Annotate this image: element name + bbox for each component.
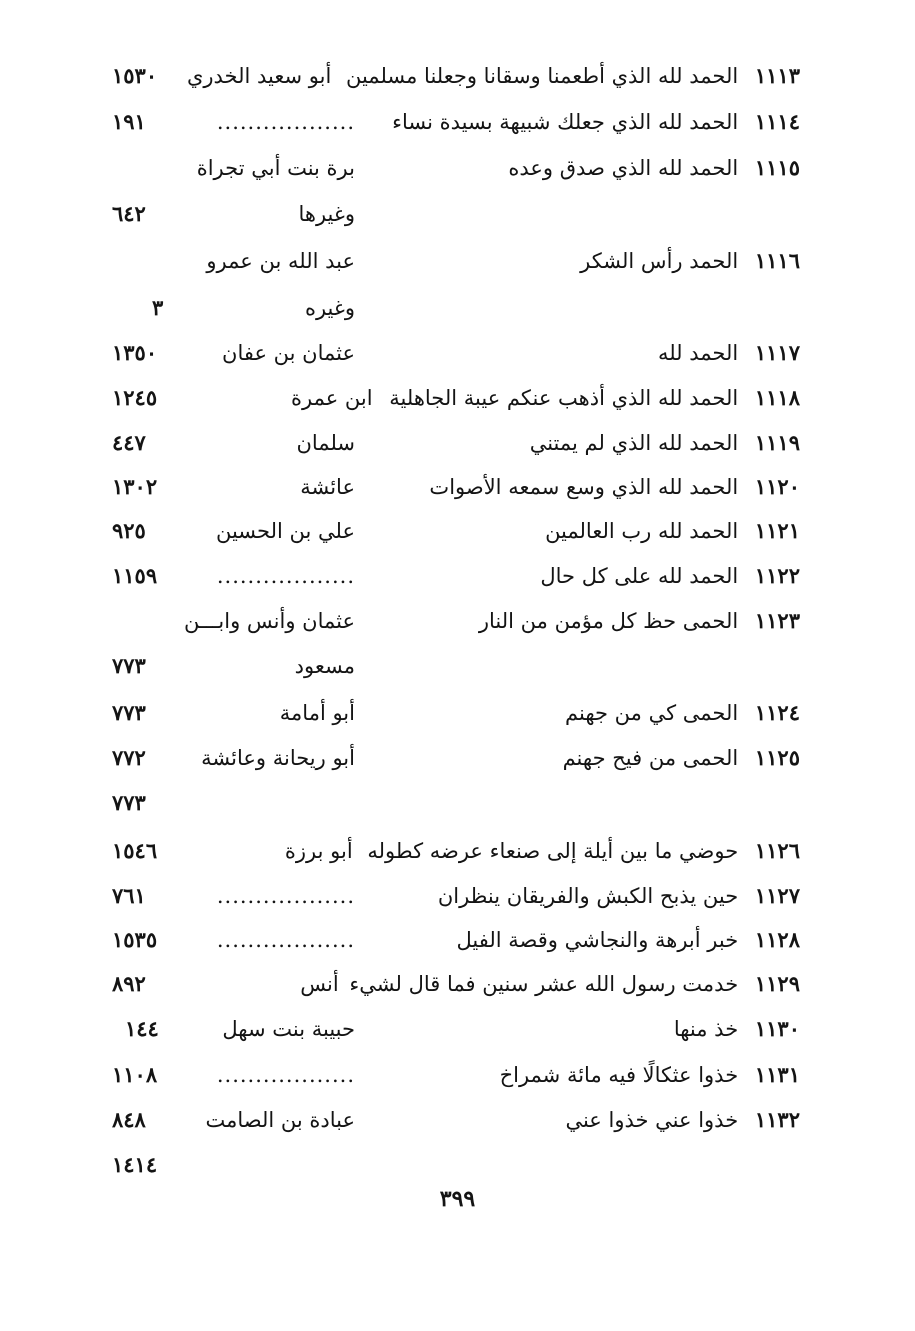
entry-page-ref [112,601,182,641]
entry-narrator: وغيرها [298,202,355,226]
entry-narrator: عبادة بن الصامت [205,1108,355,1132]
entry-dots: .................. [216,1063,355,1087]
entry-page-ref [112,241,182,281]
entry-id: ١١١٤ [754,109,800,134]
entry-text: خذوا عني خذوا عني [565,1108,739,1132]
entry-id: ١١٢٧ [754,883,800,908]
entry-narrator: علي بن الحسين [215,519,355,543]
entry-id: ١١٢٠ [754,474,800,499]
index-entry [0,693,915,733]
entry-narrator: سلمان [296,431,355,455]
entry-page-ref: ١٢٤٥ [112,385,158,410]
entry-narrator: عثمان بن عفان [222,341,355,365]
entry-text: الحمى حظ كل مؤمن من النار [478,609,739,633]
entry-text: الحمد لله الذي أذهب عنكم عيبة الجاهلية [389,386,739,410]
index-entry [0,467,915,507]
entry-narrator: أبو ريحانة وعائشة [201,746,355,770]
entry-page-ref: ٩٢٥ [112,518,146,543]
entry-page-ref: ١٣٥٠ [112,340,158,365]
index-entry [0,423,915,463]
index-entry [0,601,915,641]
entry-page-ref: ١٩١ [112,109,146,134]
entry-text: الحمد لله الذي لم يمتني [529,431,739,455]
entry-id: ١١٢٤ [754,700,800,725]
entry-text: خدمت رسول الله عشر سنين فما قال لشيء [349,972,739,996]
index-entry [0,964,915,1004]
entry-page-ref: ٤٤٧ [112,430,146,455]
entry-text: الحمد لله الذي جعلك شبيهة بسيدة نساء [392,110,739,134]
entry-id: ١١١٩ [754,430,800,455]
index-entry-continuation [0,646,915,686]
entry-id: ١١٢٩ [754,971,800,996]
entry-narrator: عبد الله بن عمرو [206,249,355,273]
entry-id: ١١٢٢ [754,563,800,588]
entry-page-ref: ٣ [152,295,164,320]
entry-page-ref: ١١٠٨ [112,1062,158,1087]
entry-narrator: برة بنت أبي تجراة [196,156,355,180]
entry-dots: .................. [216,564,355,588]
entry-text: حين يذبح الكبش والفريقان ينظران [437,884,739,908]
entry-page-ref: ٧٧٣ [112,700,146,725]
entry-narrator: أبو برزة [284,839,353,863]
index-entry-continuation [0,783,915,823]
entry-narrator: أبو سعيد الخدري [186,64,332,88]
entry-narrator: مسعود [294,654,355,678]
entry-id: ١١١٥ [754,155,800,180]
page-number: ٣٩٩ [439,1186,476,1212]
entry-id: ١١١٣ [754,63,800,88]
entry-page-ref: ٦٤٢ [112,201,146,226]
index-entry [0,1055,915,1095]
entry-text: الحمد لله الذي أطعمنا وسقانا وجعلنا مسلمين [345,64,739,88]
index-entry [0,556,915,596]
entry-page-ref: ١٥٤٦ [112,838,158,863]
index-entry [0,1100,915,1140]
entry-page-ref: ١٤١٤ [112,1152,158,1177]
entry-page-ref: ٧٧٣ [112,790,146,815]
entry-text: خذوا عثكالًا فيه مائة شمراخ [499,1063,739,1087]
entry-id: ١١١٧ [754,340,800,365]
entry-id: ١١٣٢ [754,1107,800,1132]
entry-page-ref: ٨٩٢ [112,971,146,996]
entry-text: الحمى من فيح جهنم [562,746,739,770]
entry-page-ref: ٧٧٢ [112,745,146,770]
entry-id: ١١٢١ [754,518,800,543]
index-entry [0,56,915,96]
entry-id: ١١٣١ [754,1062,800,1087]
index-entry [0,241,915,281]
entry-page-ref: ١٥٣٠ [112,63,158,88]
entry-dots: .................. [216,884,355,908]
entry-id: ١١١٦ [754,248,800,273]
entry-text: حوضي ما بين أيلة إلى صنعاء عرضه كطوله [367,839,739,863]
index-entry [0,920,915,960]
entry-text: الحمى كي من جهنم [565,701,739,725]
entry-page-ref: ٨٤٨ [112,1107,146,1132]
entry-id: ١١١٨ [754,385,800,410]
entry-text: الحمد لله على كل حال [540,564,739,588]
entry-page-ref [112,148,182,188]
index-entry-continuation [0,194,915,234]
entry-narrator: ابن عمرة [290,386,373,410]
entry-text: خذ منها [673,1017,739,1041]
index-entry [0,148,915,188]
index-entry [0,831,915,871]
entry-page-ref: ١١٥٩ [112,563,158,588]
index-entry [0,1009,915,1049]
index-entry [0,102,915,142]
index-entry [0,333,915,373]
index-entry [0,876,915,916]
entry-page-ref: ٧٦١ [112,883,146,908]
entry-narrator: أنس [300,972,339,996]
index-entry-continuation [0,288,915,328]
entry-text: الحمد لله الذي صدق وعده [508,156,739,180]
entry-narrator: حبيبة بنت سهل [222,1017,355,1041]
entry-page-ref: ١٥٣٥ [112,927,158,952]
entry-text: الحمد لله [657,341,739,365]
index-entry [0,738,915,778]
entry-id: ١١٢٦ [754,838,800,863]
entry-text: الحمد لله رب العالمين [545,519,739,543]
entry-id: ١١٣٠ [754,1016,800,1041]
entry-id: ١١٢٨ [754,927,800,952]
entry-text: الحمد لله الذي وسع سمعه الأصوات [429,475,739,499]
entry-narrator: عثمان وأنس وابـــن [183,609,355,633]
entry-page-ref: ١٣٠٢ [112,474,158,499]
entry-dots: .................. [216,928,355,952]
entry-dots: .................. [216,110,355,134]
index-entry-continuation [0,1145,915,1185]
index-entry [0,378,915,418]
entry-text: خبر أبرهة والنجاشي وقصة الفيل [456,928,739,952]
entry-narrator: عائشة [300,475,355,499]
entry-id: ١١٢٥ [754,745,800,770]
entry-page-ref: ٧٧٣ [112,653,146,678]
entry-narrator: أبو أمامة [279,701,355,725]
entry-page-ref: ١٤٤ [125,1016,159,1041]
entry-id: ١١٢٣ [754,608,800,633]
entry-text: الحمد رأس الشكر [580,249,739,273]
index-entry [0,511,915,551]
entry-narrator: وغيره [304,296,355,320]
